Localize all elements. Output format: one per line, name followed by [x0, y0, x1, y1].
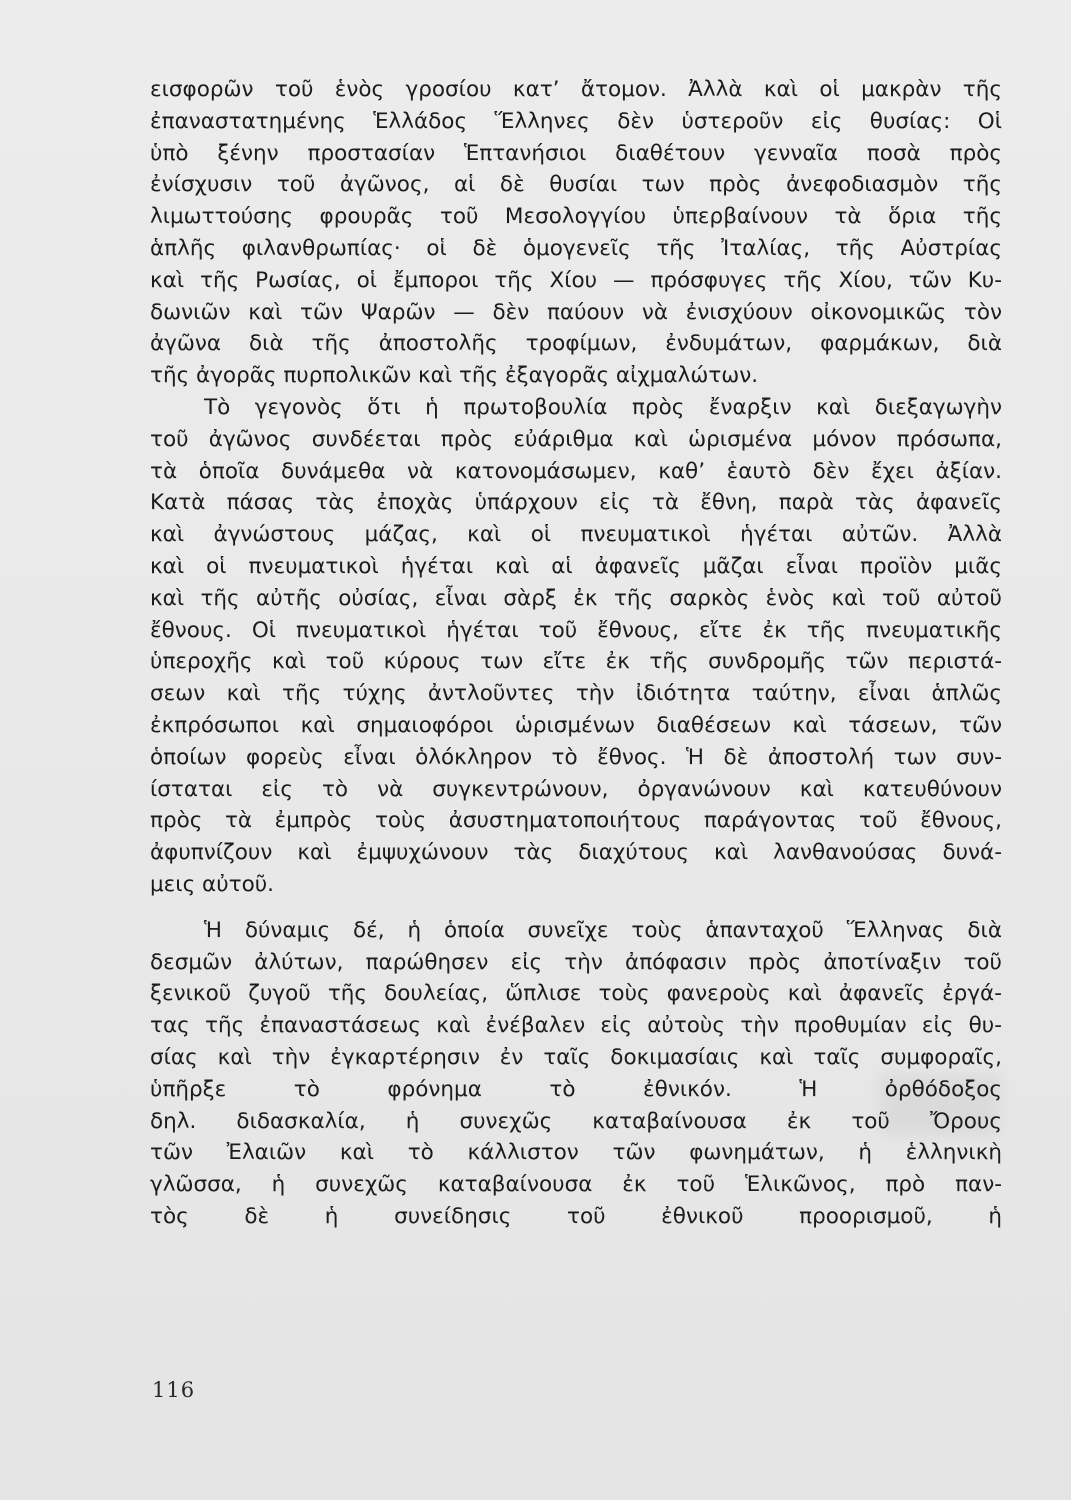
- text-line: ὑπὸ ξένην προστασίαν Ἑπτανήσιοι διαθέτουν γενναῖα ποσὰ πρὸς: [150, 140, 1002, 166]
- text-line: καὶ τῆς Ρωσίας, οἱ ἔμποροι τῆς Χίου — πρόσφυγες τῆς Χίου, τῶν Κυ-: [150, 267, 1002, 293]
- text-line: καὶ τῆς αὐτῆς οὐσίας, εἶναι σὰρξ ἐκ τῆς σαρκὸς ἑνὸς καὶ τοῦ αὐτοῦ: [150, 585, 1002, 611]
- text-line: τὰ ὁποῖα δυνάμεθα νὰ κατονομάσωμεν, καθ’ ἑαυτὸ δὲν ἔχει ἀξίαν.: [150, 458, 1002, 484]
- text-line: ἁπλῆς φιλανθρωπίας· οἱ δὲ ὁμογενεῖς τῆς Ἰταλίας, τῆς Αὐστρίας: [150, 235, 1002, 261]
- text-line: ξενικοῦ ζυγοῦ τῆς δουλείας, ὥπλισε τοὺς φανεροὺς καὶ ἀφανεῖς ἐργά-: [150, 981, 1002, 1007]
- text-line: εισφορῶν τοῦ ἑνὸς γροσίου κατ’ ἄτομον. Ἀλλὰ καὶ οἱ μακρὰν τῆς: [150, 77, 1002, 102]
- text-line: ἔθνους. Οἱ πνευματικοὶ ἡγέται τοῦ ἔθνους, εἴτε ἐκ τῆς πνευματικῆς: [150, 617, 1002, 643]
- text-line: σίας καὶ τὴν ἐγκαρτέρησιν ἐν ταῖς δοκιμασίαις καὶ ταῖς συμφοραῖς,: [150, 1044, 1002, 1070]
- text-line: ὑπεροχῆς καὶ τοῦ κύρους των εἴτε ἐκ τῆς συνδρομῆς τῶν περιστά-: [150, 649, 1002, 675]
- text-line: Ἡ δύναμις δέ, ἡ ὁποία συνεῖχε τοὺς ἁπανταχοῦ Ἕλληνας διὰ: [204, 917, 1002, 943]
- text-line: τοῦ ἀγῶνος συνδέεται πρὸς εὐάριθμα καὶ ὡρισμένα μόνον πρόσωπα,: [150, 426, 1002, 452]
- text-line: ὑπῆρξε τὸ φρόνημα τὸ ἐθνικόν. Ἡ ὀρθόδοξος: [150, 1076, 1002, 1102]
- text-line: σεων καὶ τῆς τύχης ἀντλοῦντες τὴν ἰδιότητα ταύτην, εἶναι ἁπλῶς: [150, 681, 1002, 707]
- body-text: [150, 74, 1002, 1233]
- text-line: τῶν Ἐλαιῶν καὶ τὸ κάλλιστον τῶν φωνημάτων, ἡ ἑλληνικὴ: [150, 1140, 1002, 1166]
- text-line: Κατὰ πάσας τὰς ἐποχὰς ὑπάρχουν εἰς τὰ ἔθνη, παρὰ τὰς ἀφανεῖς: [150, 490, 1002, 516]
- page-number: 116: [152, 1378, 196, 1402]
- text-line: δεσμῶν ἀλύτων, παρώθησεν εἰς τὴν ἀπόφασιν πρὸς ἀποτίναξιν τοῦ: [150, 949, 1002, 975]
- text-line: ἐπαναστατημένης Ἑλλάδος Ἕλληνες δὲν ὑστεροῦν εἰς θυσίας: Οἱ: [150, 108, 1002, 134]
- text-line: ίσταται εἰς τὸ νὰ συγκεντρώνουν, ὀργανώνουν καὶ κατευθύνουν: [150, 776, 1002, 802]
- text-line: μεις αὐτοῦ.: [150, 871, 275, 897]
- text-line: ἀγῶνα διὰ τῆς ἀποστολῆς τροφίμων, ἐνδυμάτων, φαρμάκων, διὰ: [150, 331, 1002, 357]
- text-line: τὸς δὲ ἡ συνείδησις τοῦ ἐθνικοῦ προορισμοῦ, ἡ: [150, 1203, 1002, 1229]
- text-line: τας τῆς ἐπαναστάσεως καὶ ἐνέβαλεν εἰς αὐτοὺς τὴν προθυμίαν εἰς θυ-: [150, 1013, 1002, 1039]
- text-line: Τὸ γεγονὸς ὅτι ἡ πρωτοβουλία πρὸς ἔναρξιν καὶ διεξαγωγὴν: [204, 394, 1002, 420]
- text-line: ἐκπρόσωποι καὶ σημαιοφόροι ὡρισμένων διαθέσεων καὶ τάσεων, τῶν: [150, 712, 1002, 738]
- text-line: καὶ ἀγνώστους μάζας, καὶ οἱ πνευματικοὶ ἡγέται αὐτῶν. Ἀλλὰ: [150, 522, 1002, 548]
- text-line: ἀφυπνίζουν καὶ ἐμψυχώνουν τὰς διαχύτους καὶ λανθανούσας δυνά-: [150, 840, 1002, 866]
- text-line: τῆς ἀγορᾶς πυρπολικῶν καὶ τῆς ἐξαγορᾶς αἰχμαλώτων.: [150, 363, 759, 389]
- text-line: καὶ οἱ πνευματικοὶ ἡγέται καὶ αἱ ἀφανεῖς μᾶζαι εἶναι προϊὸν μιᾶς: [150, 553, 1002, 579]
- text-line: ἐνίσχυσιν τοῦ ἀγῶνος, αἱ δὲ θυσίαι των πρὸς ἀνεφοδιασμὸν τῆς: [150, 172, 1002, 198]
- text-line: πρὸς τὰ ἐμπρὸς τοὺς ἀσυστηματοποιήτους παράγοντας τοῦ ἔθνους,: [150, 808, 1002, 834]
- text-line: δηλ. διδασκαλία, ἡ συνεχῶς καταβαίνουσα ἐκ τοῦ Ὄρους: [150, 1108, 1002, 1134]
- text-line: ὁποίων φορεὺς εἶναι ὁλόκληρον τὸ ἔθνος. Ἡ δὲ ἀποστολή των συν-: [150, 744, 1002, 770]
- text-line: γλῶσσα, ἡ συνεχῶς καταβαίνουσα ἐκ τοῦ Ἑλικῶνος, πρὸ παν-: [150, 1172, 1002, 1198]
- text-line: δωνιῶν καὶ τῶν Ψαρῶν — δὲν παύουν νὰ ἐνισχύουν οἰκονομικῶς τὸν: [150, 299, 1002, 325]
- text-line: λιμωττούσης φρουρᾶς τοῦ Μεσολογγίου ὑπερβαίνουν τὰ ὅρια τῆς: [150, 204, 1002, 230]
